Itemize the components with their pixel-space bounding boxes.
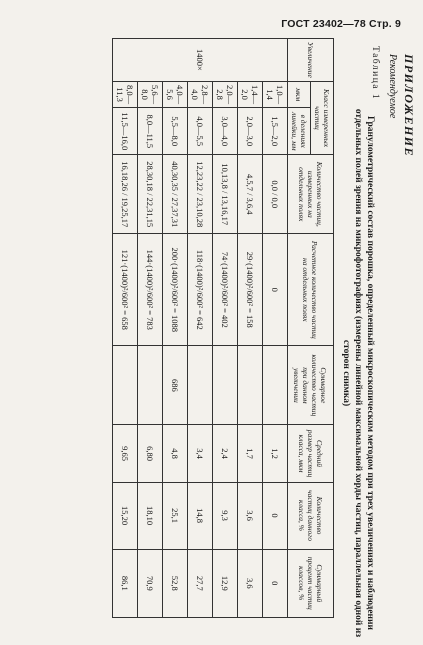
cell-total: 686 <box>163 346 188 425</box>
cell-cum: 70,9 <box>138 549 163 618</box>
cell-total <box>113 346 138 425</box>
cell-measured: 4,5,7 / 3,6,4 <box>238 155 263 234</box>
cell-calc: 29·(1400)²/600² = 158 <box>238 234 263 346</box>
cell-cum: 86,1 <box>113 549 138 618</box>
cell-div: 4,0—5,5 <box>188 108 213 155</box>
cell-total <box>138 346 163 425</box>
cell-div: 2,0—3,0 <box>238 108 263 155</box>
cell-um: 1,0—1,4 <box>263 81 288 108</box>
cell-mean: 6,80 <box>138 425 163 482</box>
table-header-row <box>311 39 334 618</box>
cell-pct: 0 <box>263 482 288 549</box>
caption: Гранулометрический состав порошка, определенный микроскопическим методом при трех увеличениях и наблюдении отдельных полей зрения на микрофотографиях (измерены линейной максимальной хорды частиц, параллельная одной из сторон снимка) <box>341 108 375 638</box>
cell-um: 2,0—2,8 <box>213 81 238 108</box>
page-header: ГОСТ 23402—78 Стр. 9 <box>281 18 401 30</box>
cell-calc: 121·(1400)²/600² = 658 <box>113 234 138 346</box>
cell-measured: 28,30,18 / 22,31,15 <box>138 155 163 234</box>
cell-um: 2,8—4,0 <box>188 81 213 108</box>
col-pct: Количество частиц данного класса, % <box>288 482 334 549</box>
cell-measured: 10,13,8 / 13,16,17 <box>213 155 238 234</box>
table-row <box>113 39 138 618</box>
table-row <box>138 39 163 618</box>
cell-mean: 3,4 <box>188 425 213 482</box>
table-row <box>238 39 263 618</box>
cell-pct: 14,8 <box>188 482 213 549</box>
cell-total <box>263 346 288 425</box>
cell-div: 8,0—11,5 <box>138 108 163 155</box>
appendix-subtitle: Рекомендуемое <box>387 54 398 119</box>
rotated-page <box>30 38 420 638</box>
col-calc: Расчетное количество частиц на отдельных полях <box>288 234 334 346</box>
col-um: мкм <box>288 81 311 108</box>
table-row <box>263 39 288 618</box>
table-row <box>163 39 188 618</box>
col-class: Класс измеренных частиц <box>311 81 334 154</box>
granulometry-table <box>112 38 334 618</box>
cell-div: 1,5—2,0 <box>263 108 288 155</box>
cell-pct: 25,1 <box>163 482 188 549</box>
cell-calc: 74·(1400)²/600² = 402 <box>213 234 238 346</box>
cell-mean: 1,7 <box>238 425 263 482</box>
cell-measured: 0,0 / 0,0 <box>263 155 288 234</box>
cell-mean: 2,4 <box>213 425 238 482</box>
cell-cum: 3,6 <box>238 549 263 618</box>
cell-div: 5,5—8,0 <box>163 108 188 155</box>
cell-total <box>188 346 213 425</box>
cell-total <box>213 346 238 425</box>
cell-um: 4,0—5,6 <box>163 81 188 108</box>
cell-calc: 200·(1400)²/600² = 1088 <box>163 234 188 346</box>
col-mean: Средний размер частиц класса, мкм <box>288 425 334 482</box>
appendix-title: ПРИЛОЖЕНИЕ <box>402 54 416 158</box>
cell-div: 11,5—16,0 <box>113 108 138 155</box>
col-div: в делениях линейки, мм <box>288 108 311 155</box>
table-row <box>188 39 213 618</box>
cell-cum: 0 <box>263 549 288 618</box>
col-total: Суммарное количество частиц при данном увеличении <box>288 346 334 425</box>
col-magnification: Увеличение <box>288 39 334 82</box>
cell-measured: 40,30,35 / 27,37,31 <box>163 155 188 234</box>
cell-total <box>238 346 263 425</box>
cell-mean: 4,8 <box>163 425 188 482</box>
cell-calc: 144·(1400)²/600² = 783 <box>138 234 163 346</box>
cell-cum: 12,9 <box>213 549 238 618</box>
cell-cum: 27,7 <box>188 549 213 618</box>
cell-measured: 12,23,22 / 23,10,28 <box>188 155 213 234</box>
cell-measured: 16,18,26 / 19,25,17 <box>113 155 138 234</box>
cell-mean: 1,2 <box>263 425 288 482</box>
cell-pct: 3,6 <box>238 482 263 549</box>
table-body <box>113 39 288 618</box>
cell-um: 5,6—8,0 <box>138 81 163 108</box>
col-cum: Суммарный процент частиц классов, % <box>288 549 334 618</box>
magnification-cell: 1400× <box>113 39 288 82</box>
cell-um: 1,4—2,0 <box>238 81 263 108</box>
cell-mean: 9,65 <box>113 425 138 482</box>
cell-div: 3,0—4,0 <box>213 108 238 155</box>
cell-um: 8,0—11,3 <box>113 81 138 108</box>
cell-pct: 9,3 <box>213 482 238 549</box>
cell-pct: 15,20 <box>113 482 138 549</box>
cell-pct: 18,10 <box>138 482 163 549</box>
table-label: Таблица 1 <box>370 46 380 101</box>
cell-calc: 118·(1400)²/600² = 642 <box>188 234 213 346</box>
col-measured: Количество частиц, измеренных на отдельных полях <box>288 155 334 234</box>
cell-cum: 52,8 <box>163 549 188 618</box>
cell-calc: 0 <box>263 234 288 346</box>
table-row <box>213 39 238 618</box>
